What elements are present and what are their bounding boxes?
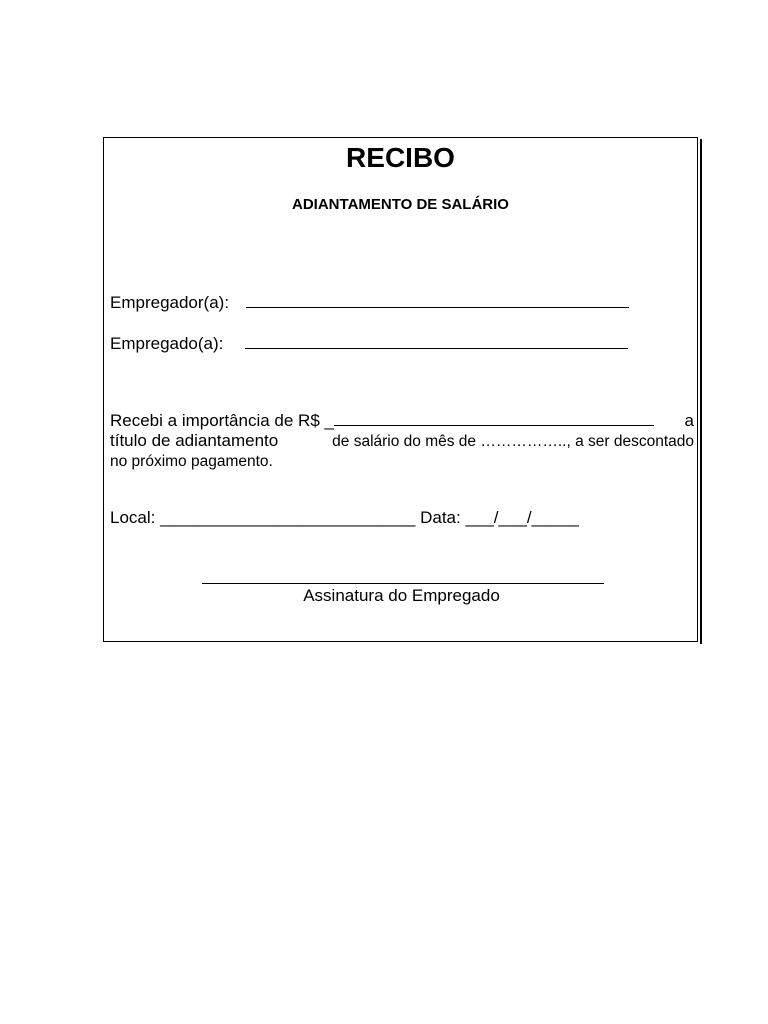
- receipt-subtitle: ADIANTAMENTO DE SALÁRIO: [292, 196, 509, 213]
- paragraph-line-1-start: Recebi a importância de R$ _: [110, 411, 334, 430]
- empregador-blank: [246, 293, 629, 308]
- receipt-form: [103, 137, 698, 642]
- empregador-label: Empregador(a):: [110, 293, 230, 312]
- paragraph-line-1: [110, 411, 694, 431]
- paragraph-line-2-lead: título de adiantamento: [110, 431, 279, 450]
- receipt-paragraph: [110, 411, 694, 472]
- amount-blank: [334, 411, 654, 426]
- local-date-row: Local: ___________________________ Data: ___/___/_____: [110, 508, 579, 527]
- empregado-label: Empregado(a):: [110, 334, 224, 353]
- paragraph-line-2-rest: de salário do mês de …………….., a ser descontado: [332, 433, 694, 450]
- empregado-blank: [245, 334, 628, 349]
- paragraph-line-3: no próximo pagamento.: [110, 453, 273, 470]
- empregado-row: [110, 334, 628, 354]
- empregador-row: [110, 293, 629, 313]
- signature-label: Assinatura do Empregado: [303, 586, 500, 605]
- paragraph-line-2: [110, 431, 694, 452]
- receipt-box-edge: [700, 139, 702, 644]
- paragraph-line-1-end: a: [684, 411, 694, 430]
- receipt-title: RECIBO: [346, 142, 455, 173]
- signature-line: [202, 583, 604, 584]
